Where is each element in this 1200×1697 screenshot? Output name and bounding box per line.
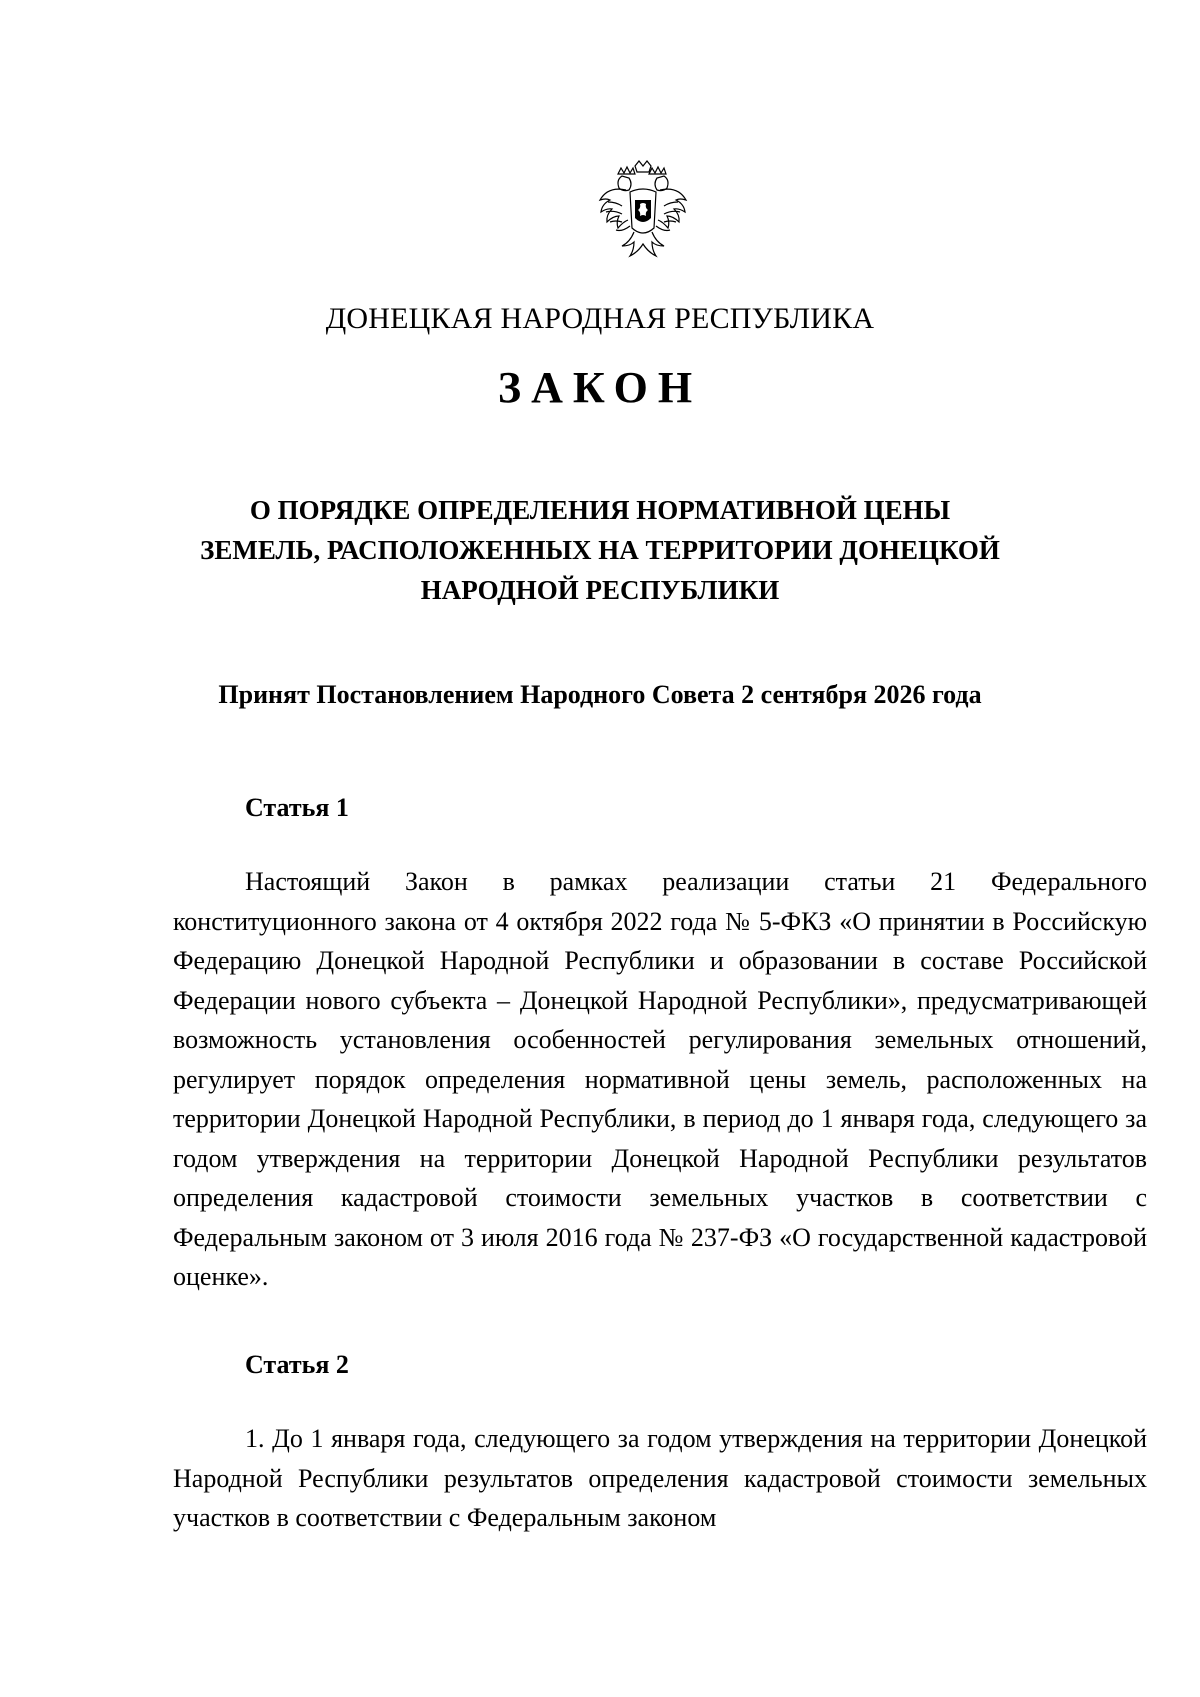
article-1-heading: Статья 1 <box>245 793 349 822</box>
article-1-text: Настоящий Закон в рамках реализации статьи 21 Федерального конституционного закона от 4 октября 2022 года № 5-ФКЗ «О принятии в Российскую Федерацию Донецкой Народной Республики и образовании в составе Российской Федерации нового субъекта – Донецкой Народной Республики», предусматривающей возможность установления особенностей регулирования земельных отношений, регулирует порядок определения нормативной цены земель, расположенных на территории Донецкой Народной Республики, в период до 1 января года, следующего за годом утверждения на территории Донецкой Народной Республики результатов определения кадастровой стоимости земельных участков в соответствии с Федеральным законом от 3 июля 2016 года № 237-ФЗ «О государственной кадастровой оценке». <box>173 867 1147 1291</box>
law-title-line-2: ЗЕМЕЛЬ, РАСПОЛОЖЕННЫХ НА ТЕРРИТОРИИ ДОНЕЦКОЙ <box>200 535 1000 565</box>
law-title-line-3: НАРОДНОЙ РЕСПУБЛИКИ <box>420 575 780 605</box>
law-title-line-1: О ПОРЯДКЕ ОПРЕДЕЛЕНИЯ НОРМАТИВНОЙ ЦЕНЫ <box>249 495 951 525</box>
republic-name: ДОНЕЦКАЯ НАРОДНАЯ РЕСПУБЛИКА <box>325 302 875 335</box>
adoption-note: Принят Постановлением Народного Совета 2 сентября 2026 года <box>218 680 982 709</box>
article-2-text: 1. До 1 января года, следующего за годом утверждения на территории Донецкой Народной Республики результатов определения кадастровой стоимости земельных участков в соответствии с Федеральным законом <box>173 1424 1147 1532</box>
law-title <box>0 490 1200 610</box>
article-2-heading: Статья 2 <box>245 1350 349 1379</box>
document-type: ЗАКОН <box>497 363 703 412</box>
double-headed-eagle-emblem-icon <box>596 160 690 264</box>
